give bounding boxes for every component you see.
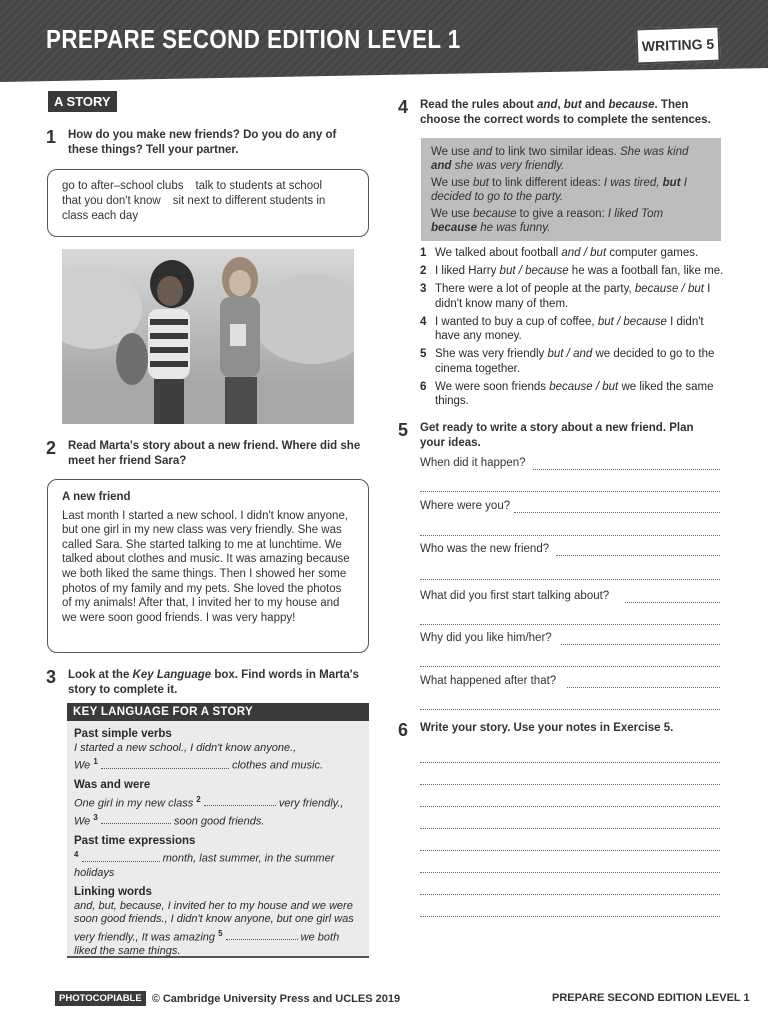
answer-line[interactable] xyxy=(420,491,720,492)
sentence-item: 3 There were a lot of people at the party, because / but I didn't know many of them. xyxy=(420,283,711,310)
section-label: A STORY xyxy=(48,91,117,112)
exercise-2-number: 2 xyxy=(46,438,57,458)
phrase-item: talk to students at school xyxy=(195,180,323,192)
exercise-6-instructions: Write your story. Use your notes in Exercise 5. xyxy=(420,722,674,734)
phrase-item: go to after–school clubs xyxy=(62,180,184,192)
key-language-box: KEY LANGUAGE FOR A STORY Past simple verbs I started a new school., I didn't know anyone., We $^1$ clothes and music. Was and were One girl in my new class $^2$ very friendly., We $^3$ soon good friends. Past time expressions $^4$ month, last summer, in the summer holidays Linking words and, but, because, I invited her to my house and we were soon good friends., I didn't know anyone, but one girl was very friendly., It was amazing $^5$ we both liked the same things. xyxy=(67,703,369,958)
key-example: I started a new school., I didn't know anyone., xyxy=(74,741,297,754)
exercise-4-instructions: Read the rules about and, but and because. Then choose the correct words to complete the sentences. xyxy=(420,99,711,126)
word-choice[interactable]: and / but xyxy=(561,247,607,259)
word-choice[interactable]: but / because xyxy=(499,265,569,277)
phrase-box xyxy=(47,169,369,237)
gap-2[interactable] xyxy=(204,796,276,806)
word-choice[interactable]: because / but xyxy=(549,380,619,393)
copyright-text: © Cambridge University Press and UCLES 2019 xyxy=(151,992,401,1005)
writing-line[interactable] xyxy=(420,828,720,829)
word-choice[interactable]: but / and xyxy=(547,348,593,360)
sentence-item: 5 She was very friendly but / and we decided to go to the cinema together. xyxy=(420,348,715,375)
gap-3[interactable] xyxy=(101,814,171,824)
page-title: PREPARE SECOND EDITION LEVEL 1 xyxy=(46,24,461,54)
question-label: When did it happen? xyxy=(420,457,526,469)
gap-1[interactable] xyxy=(101,759,229,769)
answer-line[interactable] xyxy=(420,535,720,536)
exercise-2-instructions: Read Marta's story about a new friend. Where did she meet her friend Sara? xyxy=(68,440,361,467)
exercise-5-number: 5 xyxy=(398,420,409,440)
answer-line[interactable] xyxy=(420,666,720,667)
answer-line[interactable] xyxy=(567,687,720,688)
answer-line[interactable] xyxy=(514,512,720,513)
gap-4[interactable] xyxy=(82,852,160,862)
exercise-3-instructions: Look at the Key Language box. Find words in Marta's story to complete it. xyxy=(68,669,359,696)
exercise-1-number: 1 xyxy=(46,127,57,147)
answer-line[interactable] xyxy=(625,602,720,603)
rule-because: We use because to give a reason: I liked Tom because he was funny. xyxy=(431,208,664,234)
writing-line[interactable] xyxy=(420,850,720,851)
exercise-1-instructions: How do you make new friends? Do you do any of these things? Tell your partner. xyxy=(68,129,337,156)
writing-line[interactable] xyxy=(420,916,720,917)
answer-line[interactable] xyxy=(556,555,720,556)
exercise-5-instructions: Get ready to write a story about a new friend. Plan your ideas. xyxy=(420,422,694,449)
footer-level: PREPARE SECOND EDITION LEVEL 1 xyxy=(552,992,750,1004)
answer-line[interactable] xyxy=(420,579,720,580)
answer-line[interactable] xyxy=(533,469,720,470)
answer-line[interactable] xyxy=(561,644,720,645)
exercise-3-number: 3 xyxy=(46,667,57,687)
two-girls-photo xyxy=(62,249,354,424)
story-title: A new friend xyxy=(62,491,131,503)
word-choice[interactable]: because / but xyxy=(634,283,704,295)
key-heading: Linking words xyxy=(74,886,152,899)
footer-copyright xyxy=(55,991,400,1006)
question-label: What did you first start talking about? xyxy=(420,590,610,602)
photo-illustration xyxy=(62,249,354,424)
question-label: Where were you? xyxy=(420,500,511,512)
question-label: Why did you like him/her? xyxy=(420,632,552,644)
writing-line[interactable] xyxy=(420,806,720,807)
writing-line[interactable] xyxy=(420,784,720,785)
gap-5[interactable] xyxy=(226,930,298,940)
writing-line[interactable] xyxy=(420,762,720,763)
key-heading: Past simple verbs xyxy=(74,728,172,740)
writing-line[interactable] xyxy=(420,894,720,895)
sentence-list xyxy=(420,246,725,412)
key-heading: Past time expressions xyxy=(74,834,196,847)
rule-but: We use but to link different ideas: I was tired, but I decided to go to the party. xyxy=(431,177,687,203)
key-language-title: KEY LANGUAGE FOR A STORY xyxy=(67,703,369,721)
rule-and: We use and to link two similar ideas. She was kind and she was very friendly. xyxy=(431,146,689,172)
word-choice[interactable]: but / because xyxy=(597,315,667,328)
writing-line[interactable] xyxy=(420,872,720,873)
exercise-4-number: 4 xyxy=(398,97,409,117)
key-heading: Was and were xyxy=(74,779,151,792)
photocopiable-label: PHOTOCOPIABLE xyxy=(55,991,146,1006)
rules-box xyxy=(421,138,721,241)
story-text: Last month I started a new school. I didn't know anyone, but one girl in my new class was very friendly. She was called Sara. She started talking to me at lunchtime. We talked about clothes and music. It was amazing because we both liked the same things. Then I showed her some photos of my family and my pets. She loved the photos of my animals! After that, I invited her to my house and we were soon good friends. I was very happy! xyxy=(62,509,350,624)
question-label: Who was the new friend? xyxy=(420,543,550,555)
story-box xyxy=(47,479,369,653)
answer-line[interactable] xyxy=(420,624,720,625)
phrase-item: that you don't know xyxy=(62,195,161,207)
exercise-6-number: 6 xyxy=(398,720,409,740)
answer-line[interactable] xyxy=(420,709,720,710)
question-label: What happened after that? xyxy=(420,675,557,687)
sentence-item: 1 We talked about football and / but computer games. xyxy=(420,247,699,259)
sentence-item: 2 I liked Harry but / because he was a football fan, like me. xyxy=(420,265,724,277)
sentence-item: 6 We were soon friends because / but we liked the same things. xyxy=(420,380,714,407)
writing-badge: WRITING 5 xyxy=(635,26,720,65)
phrase-item: sit next to different students in class each day xyxy=(62,195,326,222)
sentence-item: 4 I wanted to buy a cup of coffee, but / because I didn't have any money. xyxy=(420,315,704,342)
